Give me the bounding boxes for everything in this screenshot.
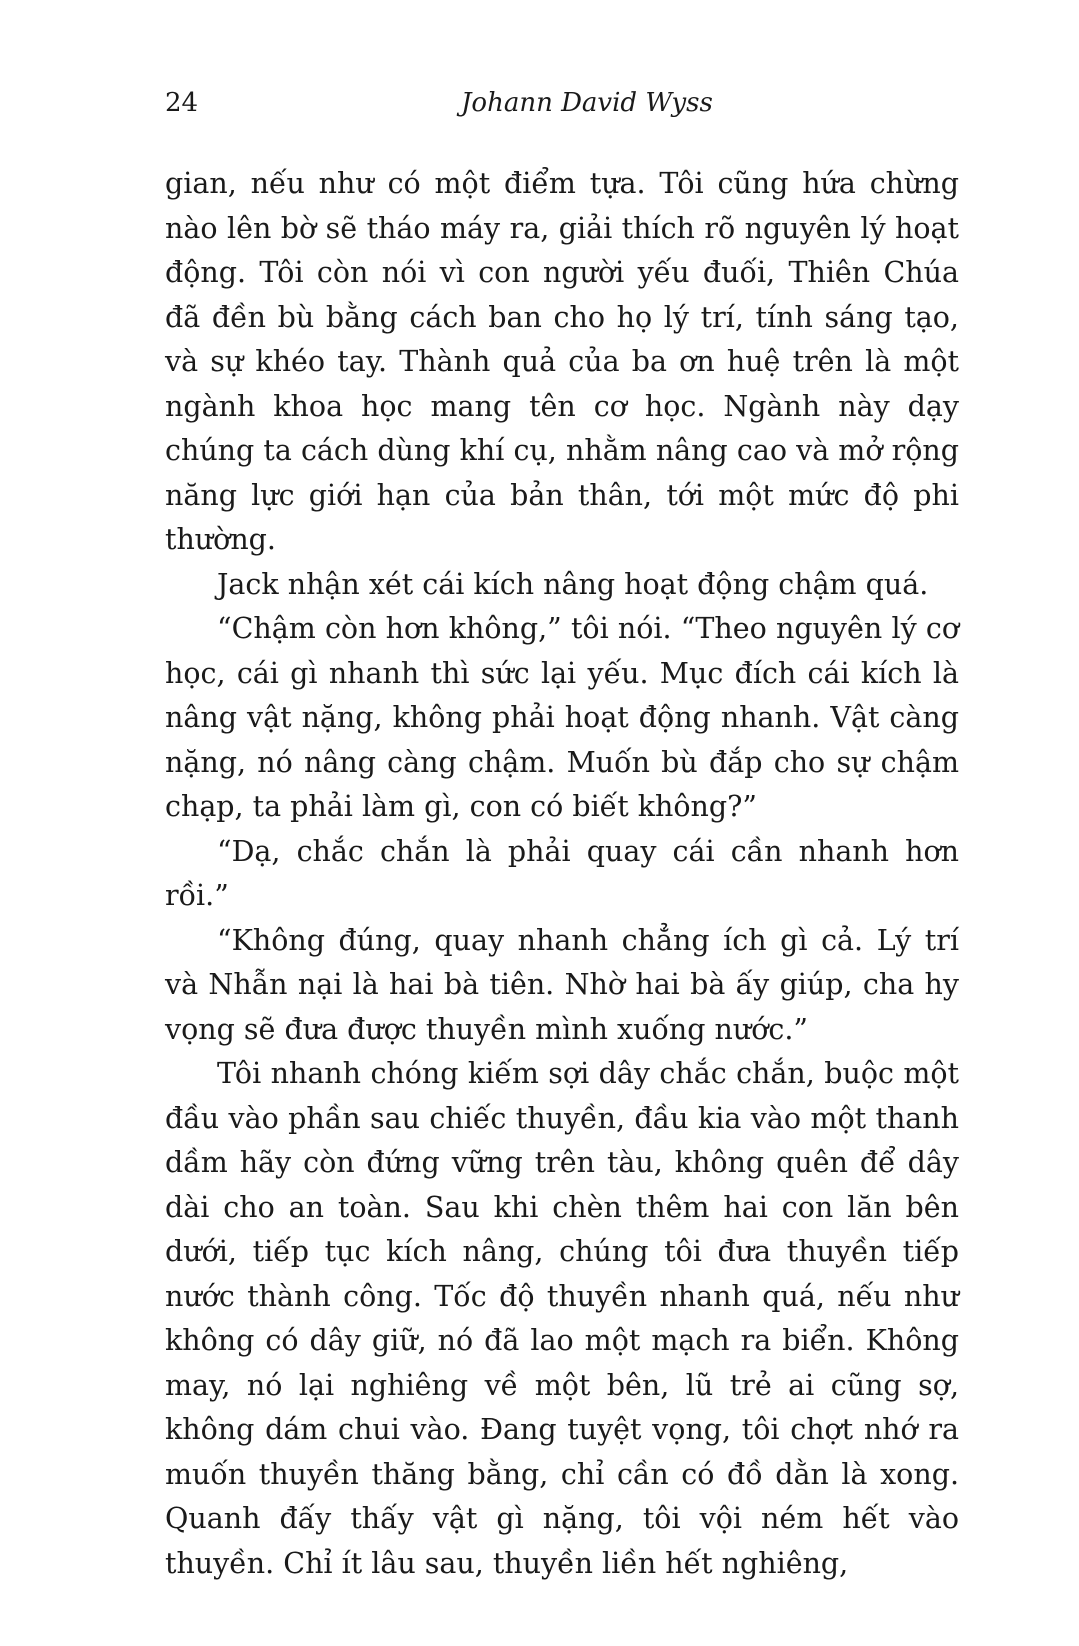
paragraph: Tôi nhanh chóng kiếm sợi dây chắc chắn, buộc một đầu vào phần sau chiếc thuyền, đầu kia vào một thanh dầm hãy còn đứng vững trên tàu, không quên để dây dài cho an toàn. Sau khi chèn thêm hai con lăn bên dưới, tiếp tục kích nâng, chúng tôi đưa thuyền tiếp nước thành công. Tốc độ thuyền nhanh quá, nếu như không có dây giữ, nó đã lao một mạch ra biển. Không may, nó lại nghiêng về một bên, lũ trẻ ai cũng sợ, không dám chui vào. Đang tuyệt vọng, tôi chợt nhớ ra muốn thuyền thăng bằng, chỉ cần có đồ dằn là xong. Quanh đấy thấy vật gì nặng, tôi vội ném hết vào thuyền. Chỉ ít lâu sau, thuyền liền hết nghiêng, [165,1057,959,1580]
paragraph: Jack nhận xét cái kích nâng hoạt động chậm quá. [217,567,929,601]
page-header [165,88,959,128]
paragraph: “Không đúng, quay nhanh chẳng ích gì cả. Lý trí và Nhẫn nại là hai bà tiên. Nhờ hai bà ấy giúp, cha hy vọng sẽ đưa được thuyền mình xuống nước.” [165,923,959,1046]
running-head-author: Johann David Wyss [461,88,713,118]
paragraph: “Dạ, chắc chắn là phải quay cái cần nhanh hơn rồi.” [165,834,959,912]
paragraph: gian, nếu như có một điểm tựa. Tôi cũng hứa chừng nào lên bờ sẽ tháo máy ra, giải thích rõ nguyên lý hoạt động. Tôi còn nói vì con người yếu đuối, Thiên Chúa đã đền bù bằng cách ban cho họ lý trí, tính sáng tạo, và sự khéo tay. Thành quả của ba ơn huệ trên là một ngành khoa học mang tên cơ học. Ngành này dạy chúng ta cách dùng khí cụ, nhằm nâng cao và mở rộng năng lực giới hạn của bản thân, tới một mức độ phi thường. [165,167,959,556]
page-number: 24 [165,88,199,118]
body-text [165,162,959,1586]
paragraph: “Chậm còn hơn không,” tôi nói. “Theo nguyên lý cơ học, cái gì nhanh thì sức lại yếu. Mục đích cái kích là nâng vật nặng, không phải hoạt động nhanh. Vật càng nặng, nó nâng càng chậm. Muốn bù đắp cho sự chậm chạp, ta phải làm gì, con có biết không?” [165,612,959,823]
